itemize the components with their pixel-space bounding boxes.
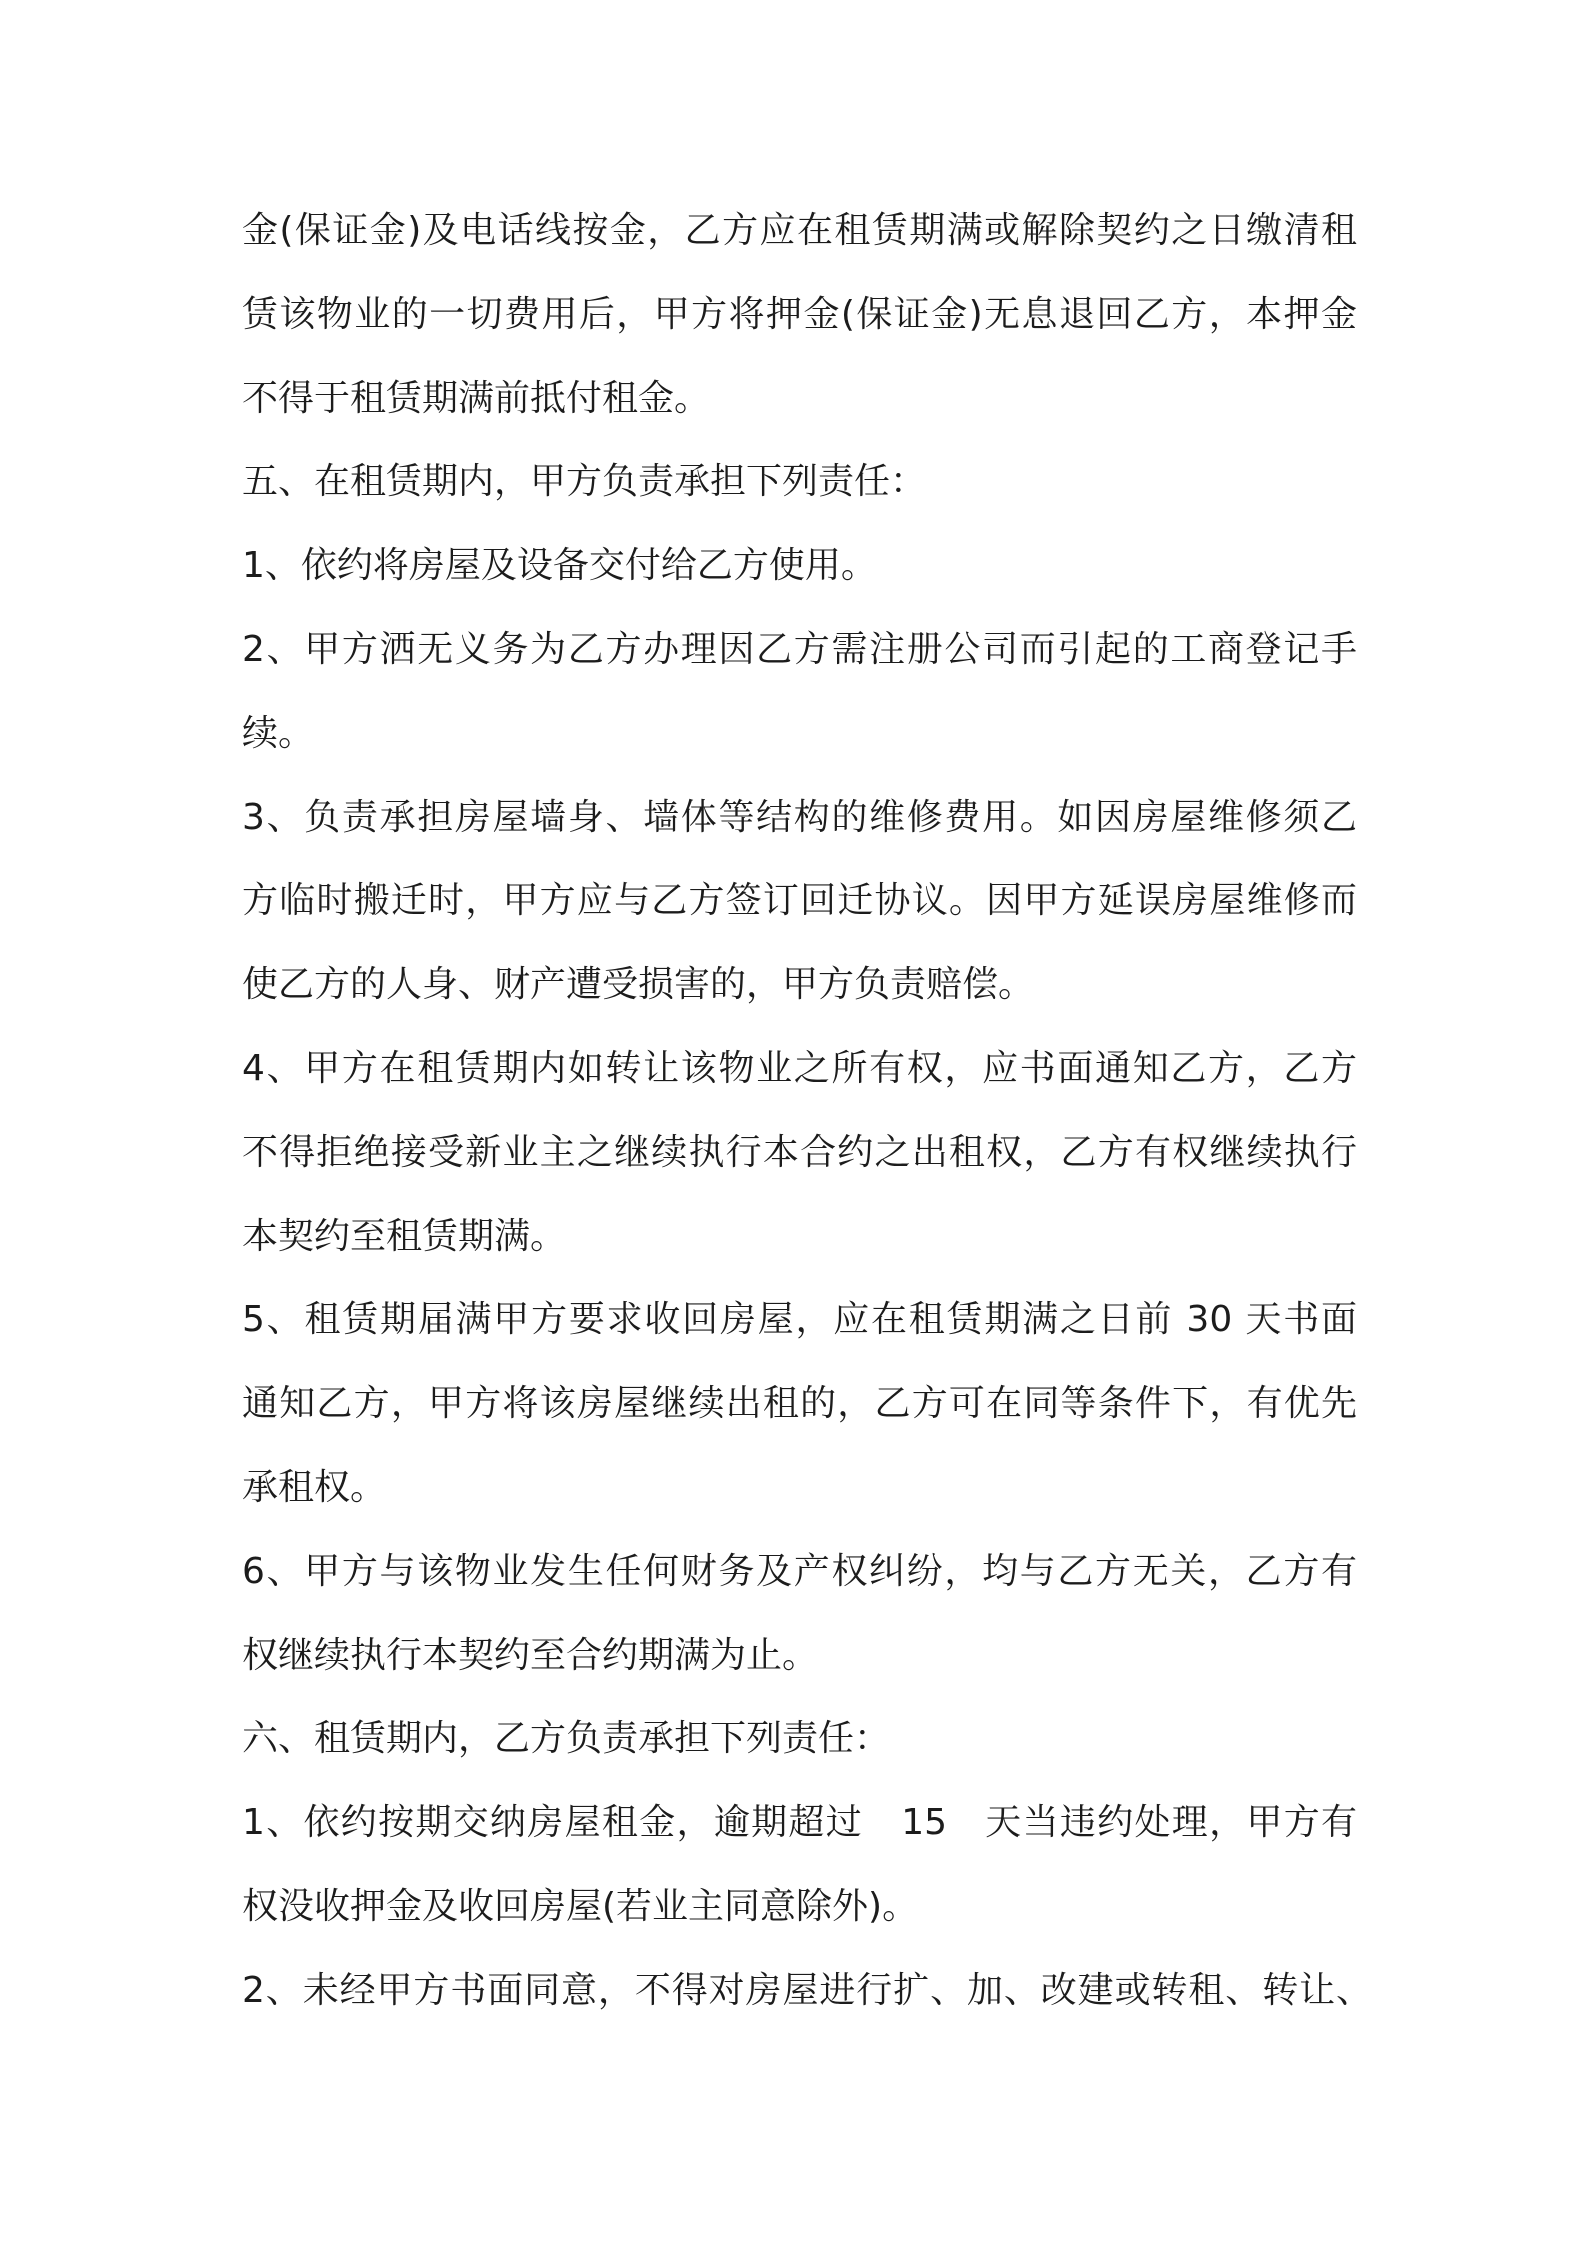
document-line: 2、未经甲方书面同意，不得对房屋进行扩、加、改建或转租、转让、 [242, 1969, 1372, 2011]
document-line: 权没收押金及收回房屋(若业主同意除外)。 [242, 1885, 919, 1927]
document-line: 6、甲方与该物业发生任何财务及产权纠纷，均与乙方无关，乙方有 [242, 1550, 1357, 1592]
document-line: 续。 [242, 712, 315, 754]
document-line: 权继续执行本契约至合约期满为止。 [242, 1634, 819, 1676]
document-line: 承租权。 [242, 1466, 387, 1508]
document-line: 赁该物业的一切费用后，甲方将押金(保证金)无息退回乙方，本押金 [242, 293, 1357, 335]
document-line: 5、租赁期届满甲方要求收回房屋，应在租赁期满之日前 30 天书面 [242, 1299, 1357, 1341]
document-line: 使乙方的人身、财产遭受损害的，甲方负责赔偿。 [242, 964, 1035, 1006]
document-line: 金(保证金)及电话线按金，乙方应在租赁期满或解除契约之日缴清租 [242, 210, 1357, 251]
document-line: 1、依约按期交纳房屋租金，逾期超过 15 天当违约处理，甲方有 [242, 1802, 1357, 1844]
section-heading: 五、在租赁期内，甲方负责承担下列责任： [242, 461, 927, 503]
document-line: 本契约至租赁期满。 [242, 1215, 567, 1257]
document-body [242, 189, 1372, 2033]
document-line: 方临时搬迁时，甲方应与乙方签订回迁协议。因甲方延误房屋维修而 [242, 880, 1357, 922]
section-heading: 六、租赁期内，乙方负责承担下列责任： [242, 1718, 891, 1760]
document-line: 不得于租赁期满前抵付租金。 [242, 377, 711, 419]
document-line: 3、负责承担房屋墙身、墙体等结构的维修费用。如因房屋维修须乙 [242, 796, 1357, 838]
document-line: 4、甲方在租赁期内如转让该物业之所有权，应书面通知乙方，乙方 [242, 1047, 1357, 1089]
document-line: 1、依约将房屋及设备交付给乙方使用。 [242, 545, 877, 587]
document-line: 2、甲方洒无义务为乙方办理因乙方需注册公司而引起的工商登记手 [242, 628, 1357, 670]
document-line: 不得拒绝接受新业主之继续执行本合约之出租权，乙方有权继续执行 [242, 1131, 1357, 1173]
document-line: 通知乙方，甲方将该房屋继续出租的，乙方可在同等条件下，有优先 [242, 1383, 1357, 1425]
